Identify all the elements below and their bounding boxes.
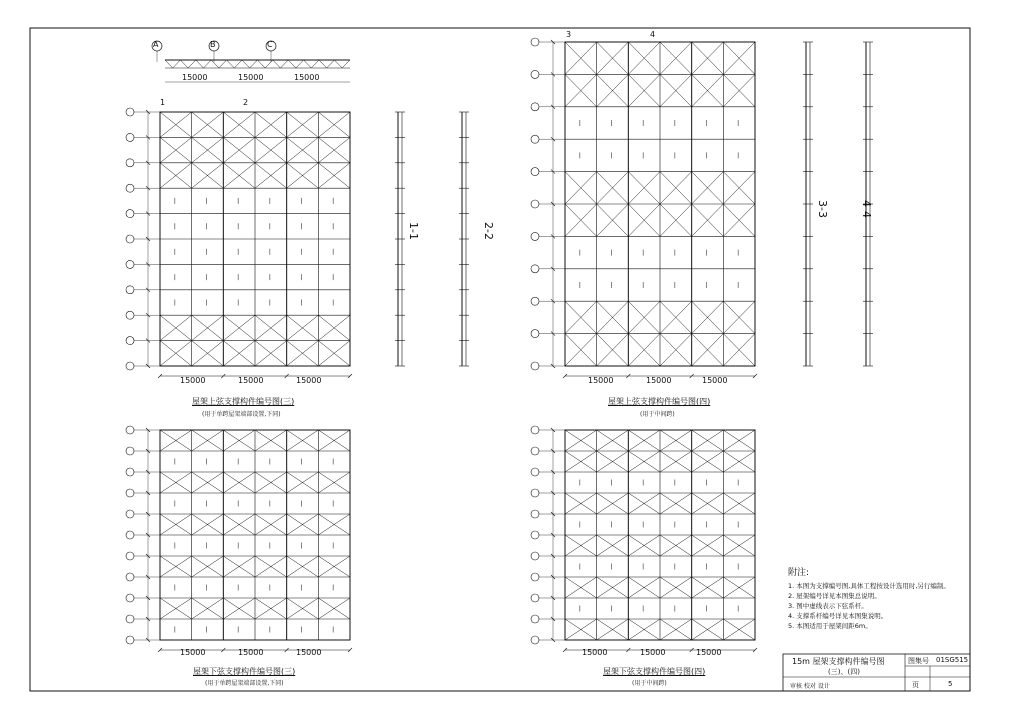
p1-axis-bubble [126, 260, 134, 268]
notes-block [788, 568, 984, 631]
p4-axis-bubble [531, 531, 539, 539]
strip-web [242, 60, 250, 68]
p3-plan [126, 426, 352, 652]
strip-web [196, 60, 204, 68]
title-block-sign-row: 审核 校对 设计 [790, 683, 830, 690]
p4-subtitle: (用于中间跨) [632, 680, 667, 687]
p2-axis-bubble [531, 297, 539, 305]
strip-span-1: 15000 [182, 73, 208, 82]
p1-section-mark-1: 1 [160, 98, 166, 107]
strip-web [219, 60, 227, 68]
p4-axis-bubble [531, 447, 539, 455]
p3-title: 屋架下弦支撑构件编号图(三) [193, 667, 296, 676]
strip-web [304, 60, 312, 68]
p3-axis-bubble [126, 510, 134, 518]
p1-axis-bubble [126, 235, 134, 243]
p2-axis-bubble [531, 135, 539, 143]
note-item-3: 3. 图中虚线表示下弦系杆。 [788, 602, 868, 610]
p1-axis-bubble [126, 108, 134, 116]
plans-layer [126, 38, 757, 652]
p1-axis-bubble [126, 337, 134, 345]
p4-span-1: 15000 [582, 648, 608, 657]
axis-label-a: A [153, 40, 159, 49]
p1-axis-bubble [126, 286, 134, 294]
strip-span-2: 15000 [238, 73, 264, 82]
strip-web [281, 60, 289, 68]
p3-span-3: 15000 [296, 648, 322, 657]
strip-web [257, 60, 265, 68]
p1-axis-bubble [126, 362, 134, 370]
p1-axis-bubble [126, 133, 134, 141]
p4-span-2: 15000 [640, 648, 666, 657]
p2-axis-bubble [531, 70, 539, 78]
note-item-2: 2. 屋架编号详见本图集总说明。 [788, 592, 881, 600]
axis-label-b: B [210, 40, 216, 49]
strip-web [296, 60, 304, 68]
p3-axis-bubble [126, 594, 134, 602]
p2-axis-bubble [531, 330, 539, 338]
p2-subtitle: (用于中间跨) [640, 411, 675, 418]
p2-section-mark-3: 3 [566, 30, 572, 39]
note-item-4: 4. 支撑系杆编号详见本图集说明。 [788, 612, 888, 620]
p2-section-mark-4: 4 [650, 30, 656, 39]
title-block-title-1: 15m 屋架支撑构件编号图 [792, 657, 885, 666]
title-block-atlas-no: 01SG515 [936, 656, 969, 664]
title-block-page-no: 5 [948, 680, 953, 688]
strip-web [250, 60, 258, 68]
p4-axis-bubble [531, 615, 539, 623]
p4-axis-bubble [531, 510, 539, 518]
title-block-atlas-label: 图集号 [908, 657, 929, 665]
p2-axis-bubble [531, 200, 539, 208]
p2-span-3: 15000 [702, 376, 728, 385]
strip-span-3: 15000 [294, 73, 320, 82]
strip-web [265, 60, 273, 68]
note-item-1: 1. 本图为支撑编号图,具体工程按设计选用时,另行编制。 [788, 582, 950, 590]
p2-span-2: 15000 [646, 376, 672, 385]
strip-web [311, 60, 319, 68]
note-item-5: 5. 本图适用于屋架间距6m。 [788, 622, 872, 630]
axis-label-c: C [267, 40, 273, 49]
p3-span-2: 15000 [238, 648, 264, 657]
p3-axis-bubble [126, 531, 134, 539]
p4-plan [531, 426, 757, 652]
strip-web [327, 60, 335, 68]
strip-web [342, 60, 350, 68]
p4-axis-bubble [531, 468, 539, 476]
title-block-page-label: 页 [912, 681, 919, 689]
section-label-1-1: 1-1 [407, 222, 420, 240]
p2-axis-bubble [531, 168, 539, 176]
p1-axis-bubble [126, 184, 134, 192]
p2-axis-bubble [531, 232, 539, 240]
strip-web [204, 60, 212, 68]
p1-subtitle: (用于单跨屋架端部设置,下同) [202, 411, 281, 418]
strip-web [227, 60, 235, 68]
section-label-3-3: 3-3 [816, 200, 829, 218]
p2-title: 屋架上弦支撑构件编号图(四) [608, 397, 711, 406]
strip-web [180, 60, 188, 68]
p1-axis-bubble [126, 311, 134, 319]
p1-plan [126, 108, 352, 378]
section-label-2-2: 2-2 [482, 222, 495, 240]
strip-web [319, 60, 327, 68]
strip-web [334, 60, 342, 68]
p1-title: 屋架上弦支撑构件编号图(三) [192, 397, 295, 406]
p1-axis-bubble [126, 159, 134, 167]
p4-title: 屋架下弦支撑构件编号图(四) [603, 667, 706, 676]
p4-axis-bubble [531, 426, 539, 434]
p1-span-3: 15000 [296, 376, 322, 385]
strip-web [173, 60, 181, 68]
p2-axis-bubble [531, 103, 539, 111]
p3-axis-bubble [126, 426, 134, 434]
p3-axis-bubble [126, 573, 134, 581]
p2-axis-bubble [531, 362, 539, 370]
p3-axis-bubble [126, 489, 134, 497]
strip-web [273, 60, 281, 68]
p3-axis-bubble [126, 636, 134, 644]
strip-web [188, 60, 196, 68]
p2-plan [531, 38, 757, 378]
strip-web [288, 60, 296, 68]
p3-axis-bubble [126, 447, 134, 455]
p4-axis-bubble [531, 552, 539, 560]
p3-subtitle: (用于单跨屋架端部设置,下同) [205, 680, 284, 687]
p1-span-1: 15000 [180, 376, 206, 385]
strip-web [165, 60, 173, 68]
p4-axis-bubble [531, 636, 539, 644]
p4-axis-bubble [531, 594, 539, 602]
p2-axis-bubble [531, 38, 539, 46]
strip-web [211, 60, 219, 68]
p2-span-1: 15000 [588, 376, 614, 385]
p3-span-1: 15000 [180, 648, 206, 657]
p3-axis-bubble [126, 468, 134, 476]
notes-heading: 附注: [788, 568, 810, 578]
p3-axis-bubble [126, 552, 134, 560]
p1-section-mark-2: 2 [243, 98, 249, 107]
p1-span-2: 15000 [238, 376, 264, 385]
section-label-4-4: 4-4 [860, 200, 873, 218]
p3-axis-bubble [126, 615, 134, 623]
p4-axis-bubble [531, 489, 539, 497]
p2-axis-bubble [531, 265, 539, 273]
p1-axis-bubble [126, 210, 134, 218]
p4-span-3: 15000 [696, 648, 722, 657]
title-block-title-2: (三)、(四) [828, 668, 860, 676]
strip-web [234, 60, 242, 68]
p4-axis-bubble [531, 573, 539, 581]
